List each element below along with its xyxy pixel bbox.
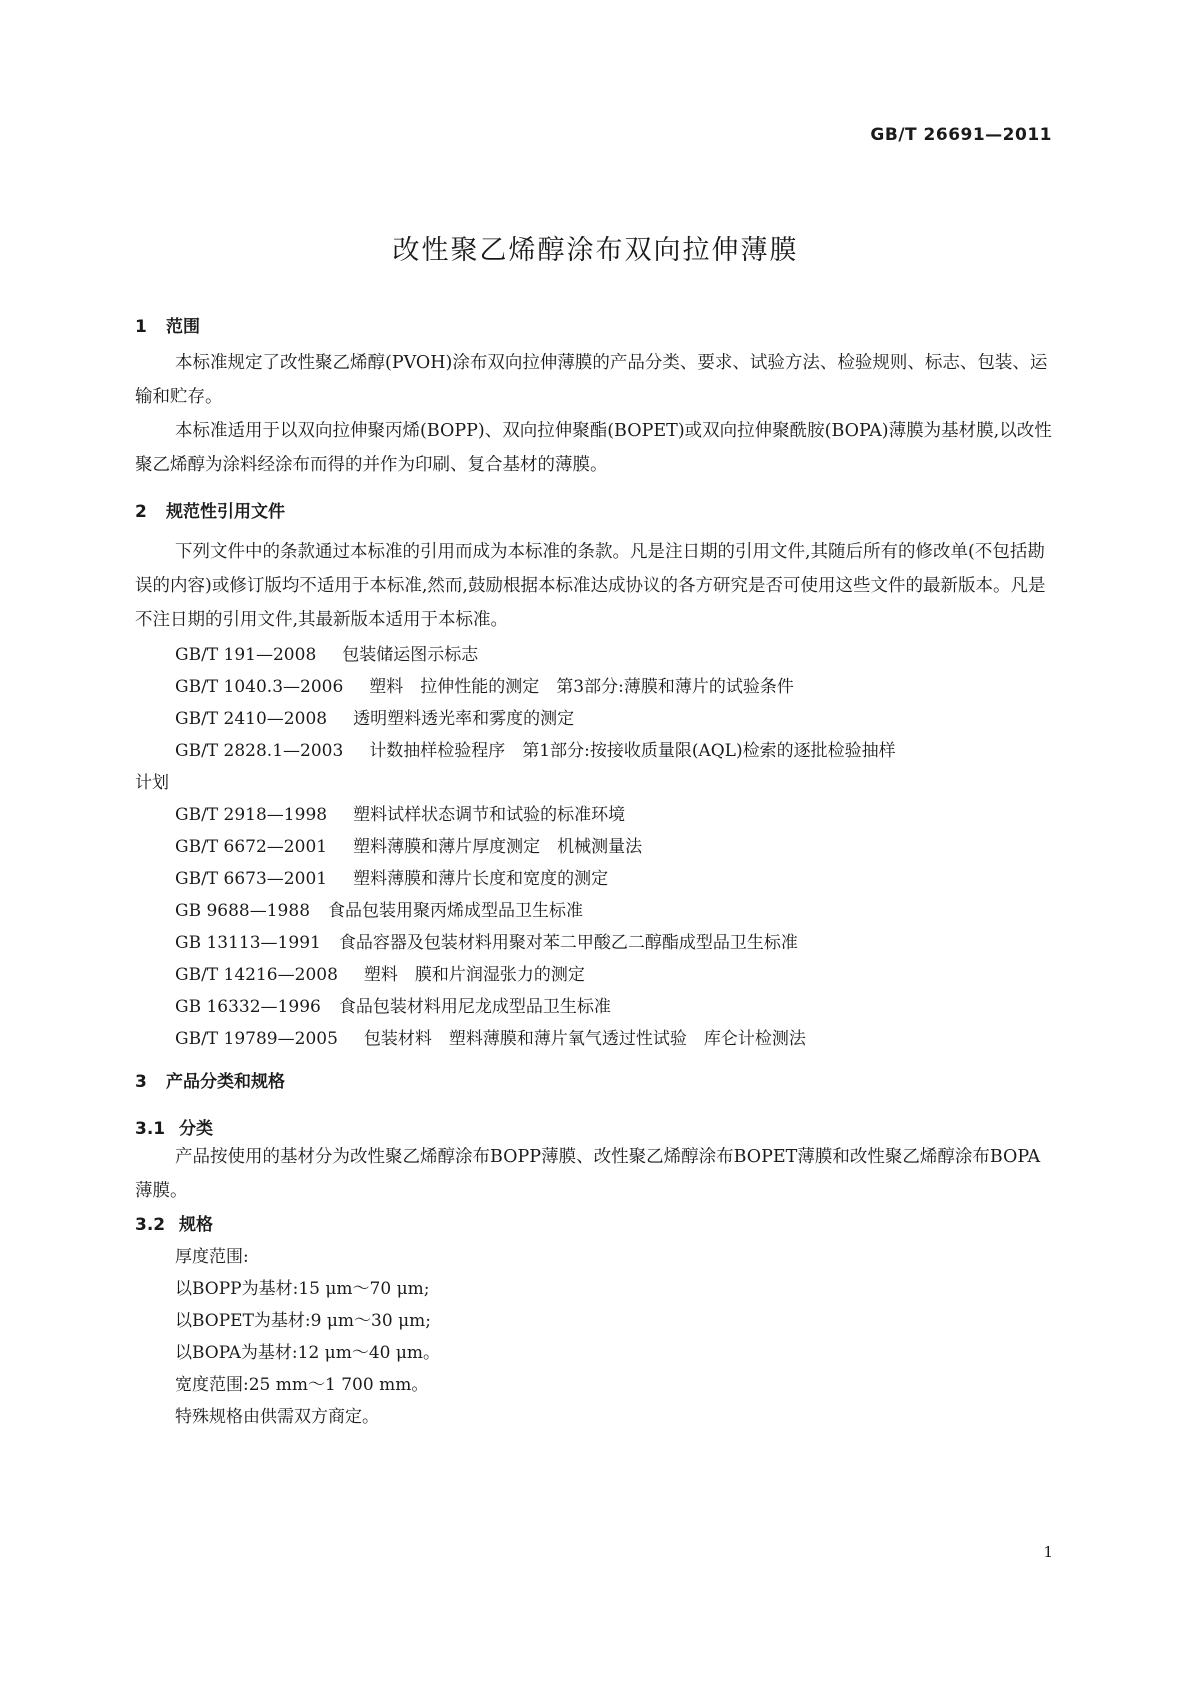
reference-title: 食品包装用聚丙烯成型品卫生标准	[328, 901, 584, 921]
reference-code: GB 16332—1996	[175, 997, 321, 1017]
reference-code: GB/T 2918—1998	[175, 805, 328, 825]
reference-code: GB/T 1040.3—2006	[175, 677, 344, 697]
reference-continuation: 计划	[135, 773, 169, 793]
reference-code: GB/T 14216—2008	[175, 965, 338, 985]
reference-item	[175, 960, 585, 985]
spec-line: 以BOPP为基材:15 μm～70 μm;	[175, 1279, 430, 1299]
reference-title: 透明塑料透光率和雾度的测定	[353, 709, 575, 729]
spec-line: 宽度范围:25 mm～1 700 mm。	[175, 1375, 429, 1395]
section-title: 产品分类和规格	[166, 1072, 285, 1092]
document-title: 改性聚乙烯醇涂布双向拉伸薄膜	[392, 235, 799, 266]
reference-code: GB/T 2410—2008	[175, 709, 328, 729]
reference-code: GB 13113—1991	[175, 933, 321, 953]
section-2-heading	[135, 497, 285, 522]
reference-title: 计数抽样检验程序 第1部分:按接收质量限(AQL)检索的逐批检验抽样	[369, 741, 896, 761]
subsection-title: 规格	[179, 1215, 213, 1235]
section-number: 1	[135, 317, 147, 337]
section-title: 规范性引用文件	[166, 502, 285, 522]
section-3-heading	[135, 1067, 285, 1092]
reference-code: GB/T 19789—2005	[175, 1029, 338, 1049]
subsection-title: 分类	[179, 1119, 213, 1139]
spec-line: 以BOPA为基材:12 μm～40 μm。	[175, 1343, 441, 1363]
subsection-3-2-heading	[135, 1210, 213, 1235]
standard-code: GB/T 26691—2011	[870, 125, 1052, 145]
reference-code: GB 9688—1988	[175, 901, 311, 921]
reference-title: 塑料试样状态调节和试验的标准环境	[353, 805, 626, 825]
page-number: 1	[1043, 1543, 1053, 1561]
reference-item	[175, 640, 478, 665]
section-2-intro: 下列文件中的条款通过本标准的引用而成为本标准的条款。凡是注日期的引用文件,其随后所有的修改单(不包括勘误的内容)或修订版均不适用于本标准,然而,鼓励根据本标准达成协议的各方研究是否可使用这些文件的最新版本。凡是不注日期的引用文件,其最新版本适用于本标准。	[135, 542, 1046, 630]
reference-code: GB/T 6672—2001	[175, 837, 328, 857]
reference-title: 食品包装材料用尼龙成型品卫生标准	[338, 997, 611, 1017]
reference-item	[175, 832, 642, 857]
spec-line: 厚度范围:	[175, 1247, 249, 1267]
reference-code: GB/T 191—2008	[175, 645, 317, 665]
subsection-number: 3.2	[135, 1215, 166, 1235]
spec-line: 特殊规格由供需双方商定。	[175, 1407, 379, 1427]
reference-title: 塑料 拉伸性能的测定 第3部分:薄膜和薄片的试验条件	[369, 677, 794, 697]
spec-line: 以BOPET为基材:9 μm～30 μm;	[175, 1311, 431, 1331]
subsection-3-1-text: 产品按使用的基材分为改性聚乙烯醇涂布BOPP薄膜、改性聚乙烯醇涂布BOPET薄膜和改性聚乙烯醇涂布BOPA薄膜。	[135, 1147, 1041, 1201]
section-1-heading	[135, 312, 200, 337]
reference-item	[175, 704, 574, 729]
reference-title: 食品容器及包装材料用聚对苯二甲酸乙二醇酯成型品卫生标准	[338, 933, 798, 953]
reference-title: 塑料 膜和片润湿张力的测定	[363, 965, 585, 985]
reference-item	[175, 896, 583, 921]
reference-title: 包装材料 塑料薄膜和薄片氧气透过性试验 库仑计检测法	[363, 1029, 806, 1049]
section-1-paragraph-1: 本标准规定了改性聚乙烯醇(PVOH)涂布双向拉伸薄膜的产品分类、要求、试验方法、检验规则、标志、包装、运输和贮存。	[135, 353, 1048, 407]
section-title: 范围	[166, 317, 200, 337]
reference-item	[175, 672, 794, 697]
reference-code: GB/T 2828.1—2003	[175, 741, 344, 761]
section-number: 3	[135, 1072, 147, 1092]
subsection-3-1-heading	[135, 1114, 213, 1139]
subsection-number: 3.1	[135, 1119, 166, 1139]
reference-item	[175, 928, 798, 953]
section-number: 2	[135, 502, 147, 522]
reference-title: 塑料薄膜和薄片厚度测定 机械测量法	[353, 837, 643, 857]
reference-item	[175, 864, 608, 889]
section-1-paragraph-2: 本标准适用于以双向拉伸聚丙烯(BOPP)、双向拉伸聚酯(BOPET)或双向拉伸聚酰胺(BOPA)薄膜为基材膜,以改性聚乙烯醇为涂料经涂布而得的并作为印刷、复合基材的薄膜。	[135, 421, 1052, 475]
reference-title: 塑料薄膜和薄片长度和宽度的测定	[353, 869, 609, 889]
reference-item	[175, 736, 896, 761]
reference-item	[175, 800, 625, 825]
reference-code: GB/T 6673—2001	[175, 869, 328, 889]
reference-item	[175, 1024, 806, 1049]
reference-title: 包装储运图示标志	[342, 645, 479, 665]
reference-item	[175, 992, 611, 1017]
